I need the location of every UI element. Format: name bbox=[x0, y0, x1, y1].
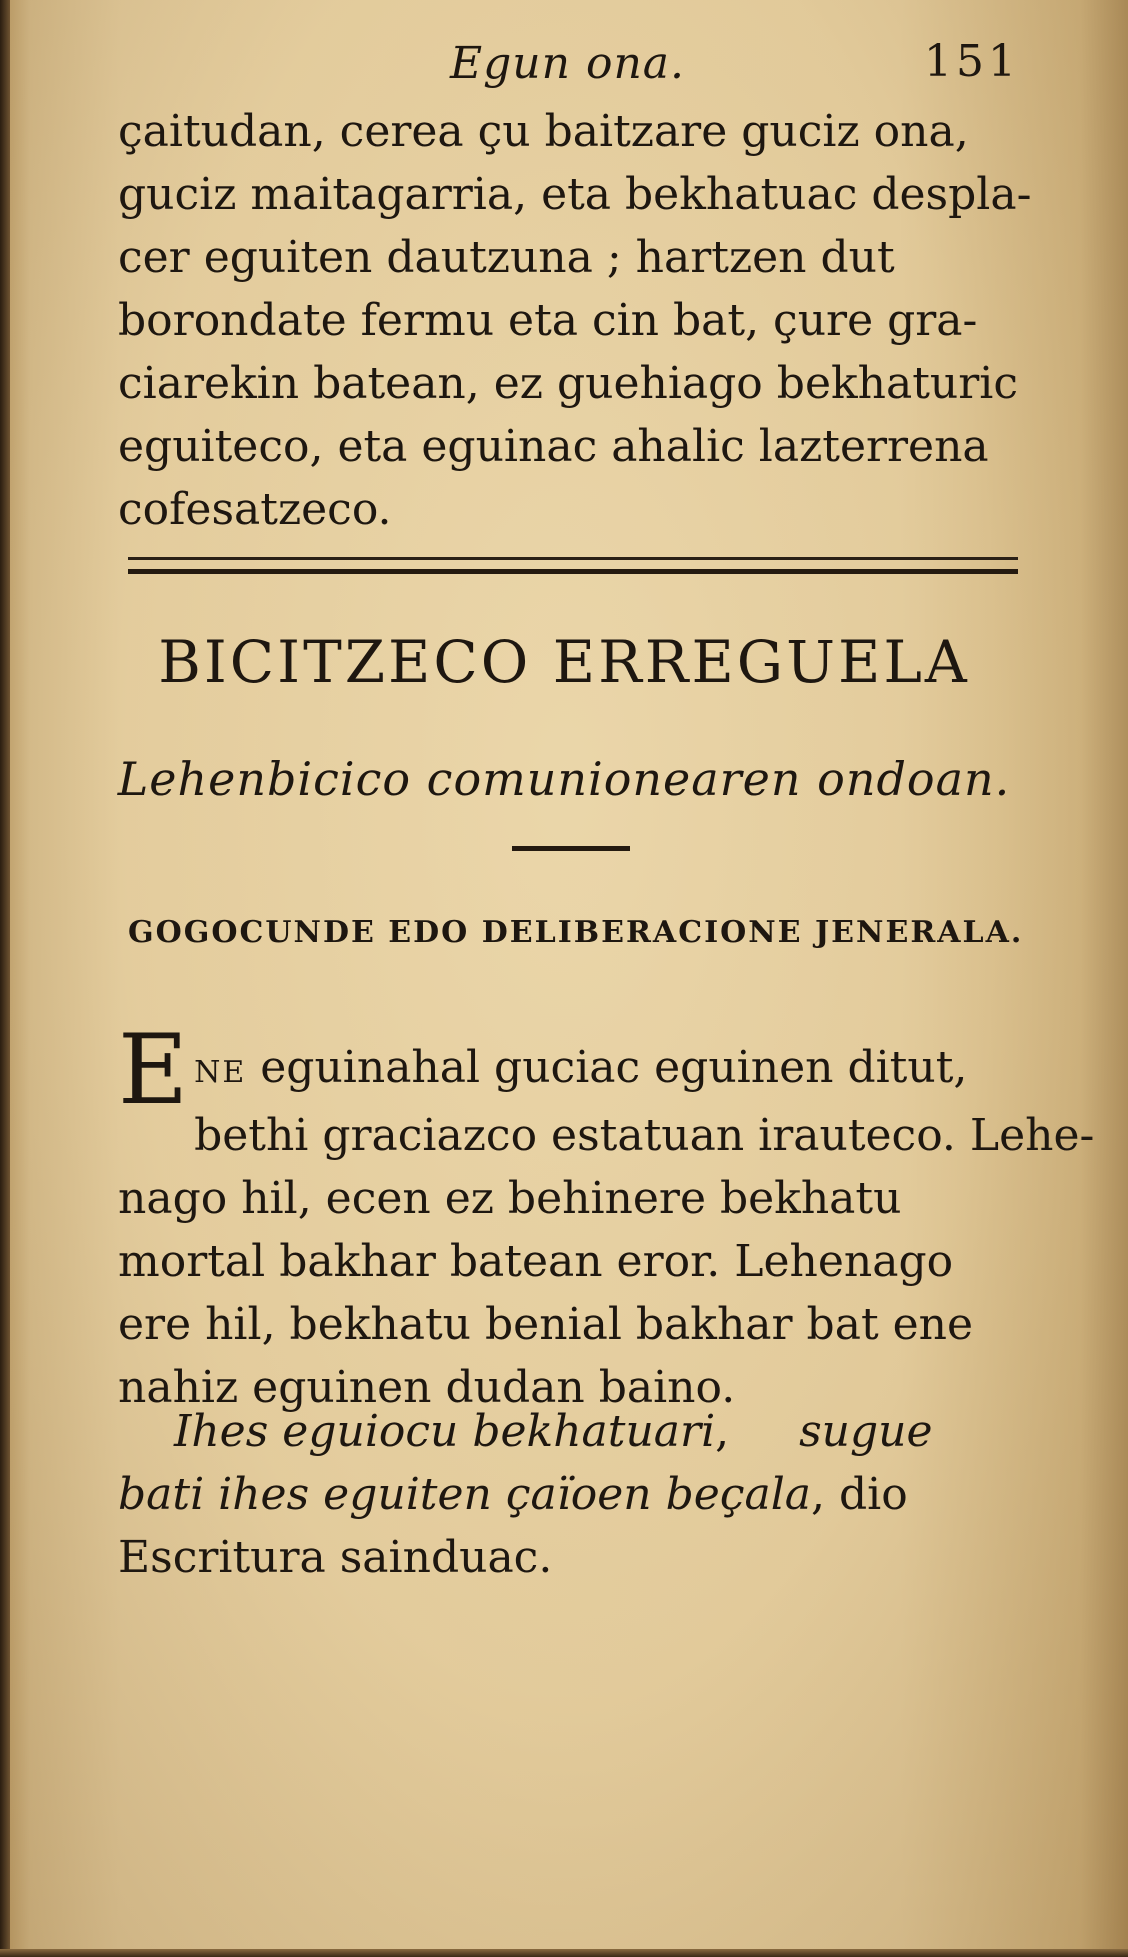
text-line bbox=[118, 1463, 1018, 1526]
quote-italic: Ihes eguiocu bekhatuari bbox=[173, 1406, 716, 1457]
quote-italic: bati ihes eguiten çaïoen beçala bbox=[118, 1469, 811, 1520]
section-heading: GOGOCUNDE EDO DELIBERACIONE JENERALA. bbox=[128, 915, 1024, 950]
section-subtitle: Lehenbicico comunionearen ondoan. bbox=[117, 752, 1011, 806]
text-line: eguiteco, eta eguinac ahalic lazterrena bbox=[118, 421, 989, 472]
text-line: ere hil, bekhatu benial bakhar bat ene bbox=[118, 1299, 974, 1350]
quote-italic: sugue bbox=[799, 1406, 933, 1457]
drop-cap: E bbox=[118, 1014, 189, 1126]
quote-punct: , bbox=[715, 1406, 744, 1457]
rule-thin bbox=[128, 557, 1018, 560]
text-line: guciz maitagarria, eta bekhatuac despla- bbox=[118, 169, 1032, 220]
quote-text: , dio bbox=[811, 1469, 908, 1520]
text-line: borondate fermu eta cin bat, çure gra- bbox=[118, 295, 978, 346]
text-line: ciarekin batean, ez guehiago bekhaturic bbox=[118, 358, 1018, 409]
text-line: nago hil, ecen ez behinere bekhatu bbox=[118, 1173, 902, 1224]
short-divider bbox=[512, 846, 630, 851]
page-number: 151 bbox=[924, 36, 1020, 87]
text-line: cer eguiten dautzuna ; hartzen dut bbox=[118, 232, 895, 283]
page-binding-edge bbox=[0, 0, 10, 1957]
rule-thick bbox=[128, 569, 1018, 574]
text-line: nahiz eguinen dudan baino. bbox=[118, 1362, 736, 1413]
text-line bbox=[118, 1400, 1018, 1463]
text-line: bethi graciazco estatuan irauteco. Lehe- bbox=[194, 1110, 1095, 1161]
first-line-text: eguinahal guciac eguinen ditut, bbox=[260, 1042, 968, 1093]
running-title: Egun ona. bbox=[450, 38, 685, 89]
small-caps-word: NE bbox=[194, 1055, 247, 1090]
section-title: BICITZECO ERREGUELA bbox=[158, 628, 970, 696]
text-line: Escritura sainduac. bbox=[118, 1532, 553, 1583]
quote-paragraph bbox=[118, 1400, 1018, 1589]
double-rule-divider bbox=[128, 555, 1018, 583]
page-bottom-edge bbox=[0, 1949, 1128, 1957]
main-paragraph bbox=[118, 1014, 1095, 1419]
text-line: mortal bakhar batean eror. Lehenago bbox=[118, 1236, 954, 1287]
page-header bbox=[120, 30, 1020, 100]
text-line: çaitudan, cerea çu baitzare guciz ona, bbox=[118, 106, 969, 157]
continued-paragraph bbox=[118, 100, 1032, 541]
text-line: cofesatzeco. bbox=[118, 484, 392, 535]
text-line-first bbox=[118, 1014, 1018, 1126]
